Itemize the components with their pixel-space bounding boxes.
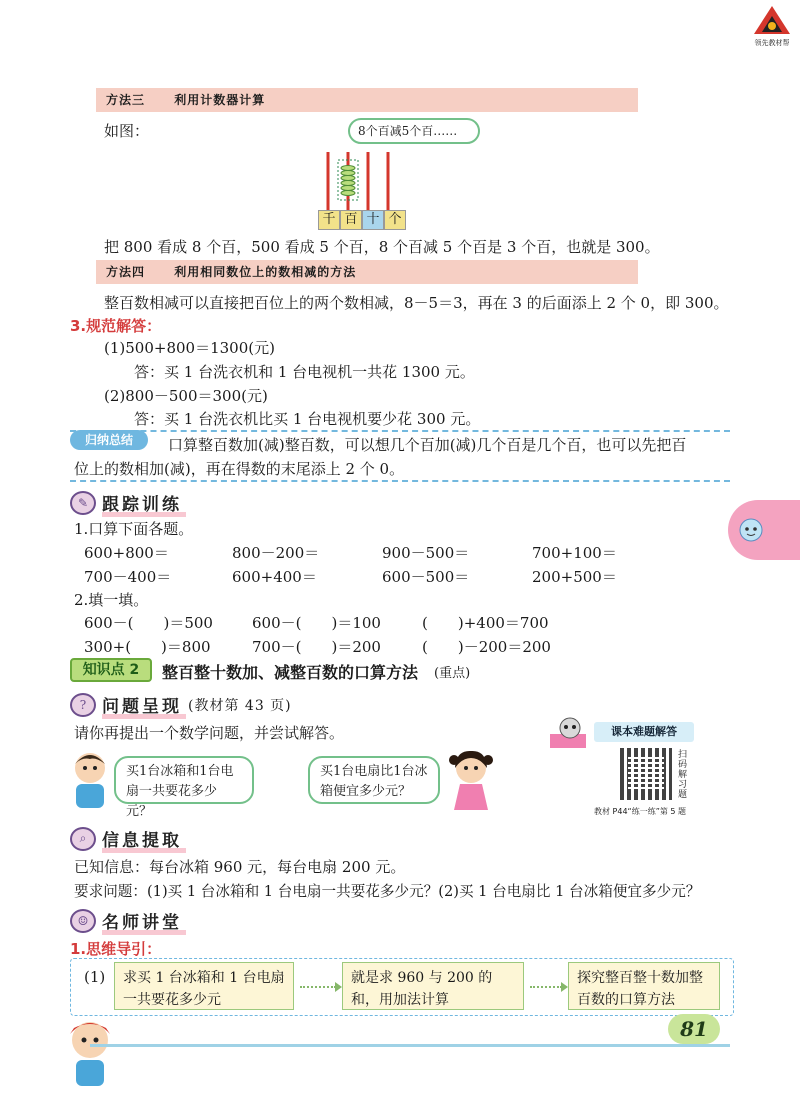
logo-text: 领先教材帮	[754, 39, 790, 47]
summary-tag: 归纳总结	[70, 430, 148, 450]
teacher-icon: ☺	[70, 909, 96, 933]
calc-1-4: 700+100＝	[532, 544, 617, 562]
answer-line-4: 答：买 1 台洗衣机比买 1 台电视机要少花 300 元。	[134, 410, 481, 428]
pencil-icon: ✎	[70, 491, 96, 515]
mascot-kid-icon	[60, 1012, 120, 1088]
abacus-rods-icon	[318, 148, 408, 218]
mascot-face-icon	[736, 516, 766, 544]
fill-1-2[interactable]: 600－( )＝100	[252, 614, 381, 632]
flow-index: (1)	[84, 968, 106, 986]
problem-title: 问题呈现	[102, 692, 182, 717]
answer-line-1: (1)500+800＝1300(元)	[104, 339, 275, 357]
boy-avatar-icon	[66, 748, 114, 810]
place-label-hundred: 百	[340, 210, 362, 230]
abacus-bubble: 8个百减5个百……	[348, 118, 480, 144]
magnifier-icon: ⌕	[70, 827, 96, 851]
girl-avatar-icon	[446, 746, 496, 812]
problem-text: 请你再提出一个数学问题，并尝试解答。	[74, 724, 345, 742]
qr-code[interactable]	[620, 748, 672, 800]
calc-1-1: 600+800＝	[84, 544, 169, 562]
qr-side-text: 扫码解习题	[678, 750, 688, 800]
summary-line-1: 口算整百数加(减)整百数，可以想几个百加(减)几个百是几个百，也可以先把百	[168, 436, 687, 454]
flow-arrow-2	[530, 986, 562, 990]
teacher-title: 名师讲堂	[102, 908, 182, 933]
method3-text: 把 800 看成 8 个百，500 看成 5 个百，8 个百减 5 个百是 3 个百，也就是 300。	[104, 238, 660, 256]
publisher-logo	[752, 4, 792, 47]
abacus-place-labels	[318, 210, 406, 230]
problem-header	[70, 692, 292, 717]
qr-title: 课本难题解答	[594, 722, 694, 742]
bubble-left: 买1台冰箱和1台电扇一共要花多少元？	[114, 756, 254, 804]
question-icon: ?	[70, 693, 96, 717]
answer-line-2: 答：买 1 台洗衣机和 1 台电视机一共花 1300 元。	[134, 363, 475, 381]
calc-2-1: 700－400＝	[84, 568, 172, 586]
answer-line-3: (2)800－500＝300(元)	[104, 387, 268, 405]
fill-2-2[interactable]: 700－( )＝200	[252, 638, 381, 656]
calc-2-2: 600+400＝	[232, 568, 317, 586]
place-label-ten: 十	[362, 210, 384, 230]
fill-2-3[interactable]: ( )－200＝200	[422, 638, 551, 656]
page-number: 81	[668, 1014, 720, 1044]
knowledge-point-tag: 知识点 2	[70, 658, 152, 682]
flow-box-2: 就是求 960 与 200 的和，用加法计算	[342, 962, 524, 1010]
track-q2: 2.填一填。	[74, 591, 149, 609]
method3-title: 利用计数器计算	[174, 93, 266, 107]
method4-num: 方法四	[106, 265, 146, 279]
calc-1-3: 900－500＝	[382, 544, 470, 562]
triangle-logo-icon	[752, 4, 792, 36]
abacus-figure	[318, 118, 488, 228]
owl-reading-icon	[548, 716, 592, 750]
method3-bar	[96, 88, 638, 112]
calc-2-3: 600－500＝	[382, 568, 470, 586]
info-header	[70, 826, 182, 851]
rugu-label: 如图：	[104, 122, 150, 140]
calc-2-4: 200+500＝	[532, 568, 617, 586]
method4-text: 整百数相减可以直接把百位上的两个数相减，8－5＝3，再在 3 的后面添上 2 个 0，即 300。	[104, 294, 729, 312]
fill-1-1[interactable]: 600－( )＝500	[84, 614, 213, 632]
qr-caption: 教材 P44“练一练”第 5 题	[594, 807, 687, 816]
footer-line	[90, 1044, 730, 1047]
side-tab	[728, 500, 800, 560]
track-title: 跟踪训练	[102, 490, 182, 515]
method4-title: 利用相同数位上的数相减的方法	[174, 265, 357, 279]
place-label-thousand: 千	[318, 210, 340, 230]
flow-arrow-1	[300, 986, 336, 990]
info-title: 信息提取	[102, 826, 182, 851]
method4-bar	[96, 260, 638, 284]
fill-2-1[interactable]: 300+( )＝800	[84, 638, 211, 656]
flow-box-1: 求买 1 台冰箱和 1 台电扇一共要花多少元	[114, 962, 294, 1010]
answer-heading: 3.规范解答：	[70, 317, 162, 335]
track-q1: 1.口算下面各题。	[74, 520, 194, 538]
method3-num: 方法三	[106, 93, 146, 107]
flow-box-3: 探究整百整十数加整百数的口算方法	[568, 962, 720, 1010]
info-known: 已知信息：每台冰箱 960 元，每台电扇 200 元。	[74, 858, 406, 876]
knowledge-point-note: (重点)	[434, 666, 471, 681]
track-header	[70, 490, 182, 515]
teacher-heading: 1.思维导引：	[70, 940, 162, 958]
fill-1-3[interactable]: ( )+400＝700	[422, 614, 549, 632]
calc-1-2: 800－200＝	[232, 544, 320, 562]
bubble-right: 买1台电扇比1台冰箱便宜多少元？	[308, 756, 440, 804]
info-ask: 要求问题：(1)买 1 台冰箱和 1 台电扇一共要花多少元？(2)买 1 台电扇比 1 台冰箱便宜多少元？	[74, 883, 701, 900]
problem-ref: (教材第 43 页)	[188, 697, 292, 714]
place-label-one: 个	[384, 210, 406, 230]
knowledge-point-title: 整百整十数加、减整百数的口算方法	[162, 663, 419, 682]
teacher-header	[70, 908, 182, 933]
summary-line-2: 位上的数相加(减)，再在得数的末尾添上 2 个 0。	[74, 460, 405, 478]
